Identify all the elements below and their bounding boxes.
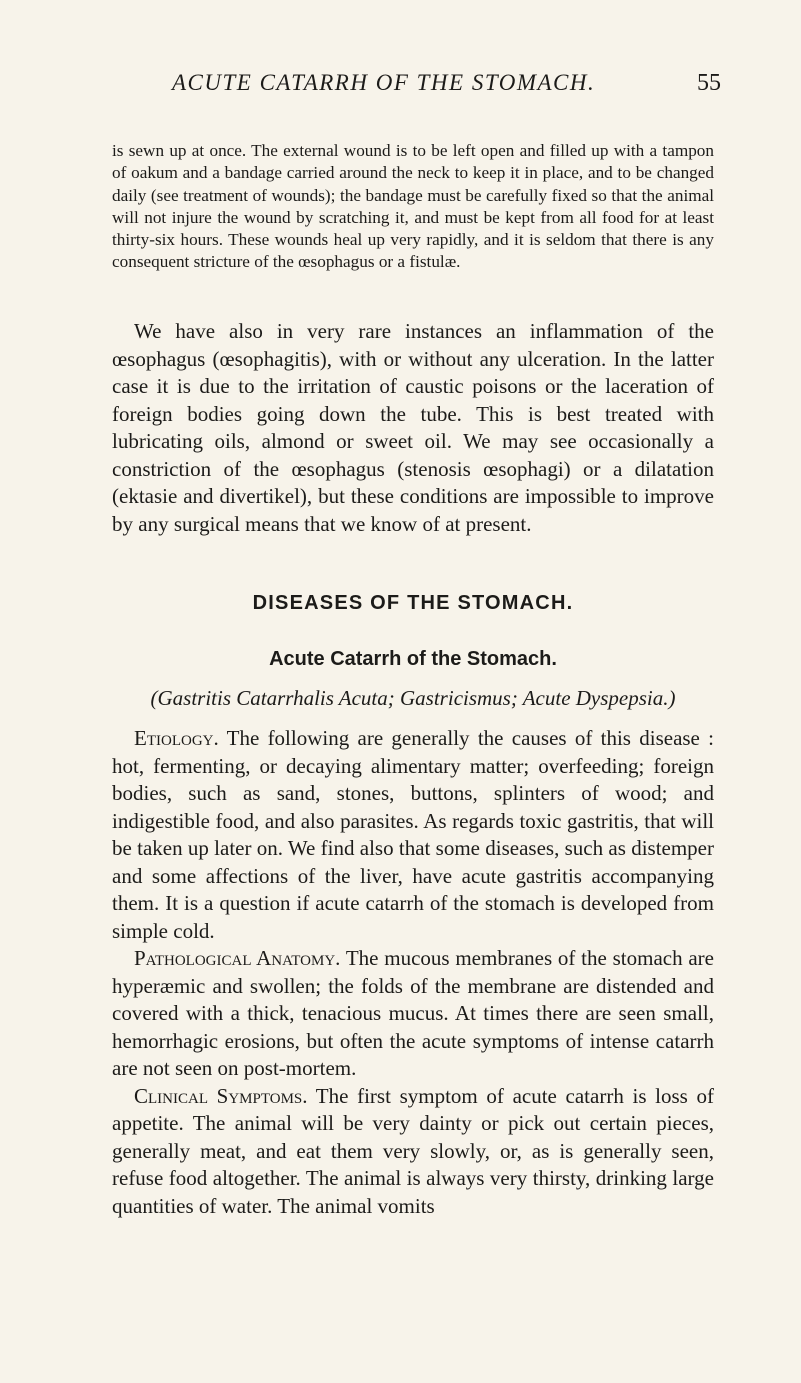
paragraph-wound-care: is sewn up at once. The external wound is to be left open and filled up with a tampon of oakum and a bandage carried around the neck to keep it in place, and to be changed daily (see treatment of wounds); the bandage must be carefully fixed so that the animal will not injure the wound by scratching it, and must be kept from all food for at least thirty-six hours. These wounds heal up very rapidly, and it is seldom that there is any consequent stricture of the œsophagus or a fistulæ. [112, 141, 714, 272]
clinical-text: The first symptom of acute catarrh is loss of appetite. The animal will be very dainty or pick out certain pieces, generally meat, and eat them very slowly, or, as is generally seen, refuse food altogether. The animal is always very thirsty, drinking large quantities of water. The animal vomits [112, 1083, 714, 1218]
synonyms-line: (Gastritis Catarrhalis Acuta; Gastricismus; Acute Dyspepsia.) [150, 686, 676, 710]
page-number: 55 [697, 70, 721, 96]
pathology-label: Pathological Anatomy. [134, 946, 341, 970]
paragraph-oesophagitis: We have also in very rare instances an inflammation of the œsophagus (œsophagitis), with or without any ulceration. In the latter case it is due to the irritation of caustic poisons or the laceration of foreign bodies going down the tube. This is best treated with lubricating oils, almond or sweet oil. We may see occasionally a constriction of the œsophagus (stenosis œsophagi) or a dilatation (ektasie and divertikel), but these conditions are impossible to improve by any surgical means that we know of at present. [112, 319, 714, 536]
subsection-heading: Acute Catarrh of the Stomach. [269, 648, 557, 670]
paragraph-body [112, 725, 714, 1220]
running-head [100, 70, 720, 110]
etiology-text: The following are generally the causes of this disease : hot, fermenting, or decaying alimentary matter; overfeeding; foreign bodies, such as sand, stones, buttons, splinters of wood; and indigestible food, and also parasites. As regards toxic gastritis, that will be taken up later on. We find also that some diseases, such as distemper and some affections of the liver, have acute gastritis accompanying them. It is a question if acute catarrh of the stomach is developed from simple cold. [112, 726, 714, 943]
clinical-label: Clinical Symptoms. [134, 1083, 308, 1108]
pathology-text: The mucous membranes of the stomach are hyperæmic and swollen; the folds of the membrane are distended and covered with a thick, tenacious mucus. At times there are seen small, hemorrhagic erosions, but often the acute symptoms of intense catarrh are not seen on post-mortem. [112, 946, 714, 1080]
running-head-title: ACUTE CATARRH OF THE STOMACH. [172, 70, 596, 95]
section-heading: DISEASES OF THE STOMACH. [252, 592, 574, 614]
etiology-label: Etiology. [134, 726, 219, 750]
